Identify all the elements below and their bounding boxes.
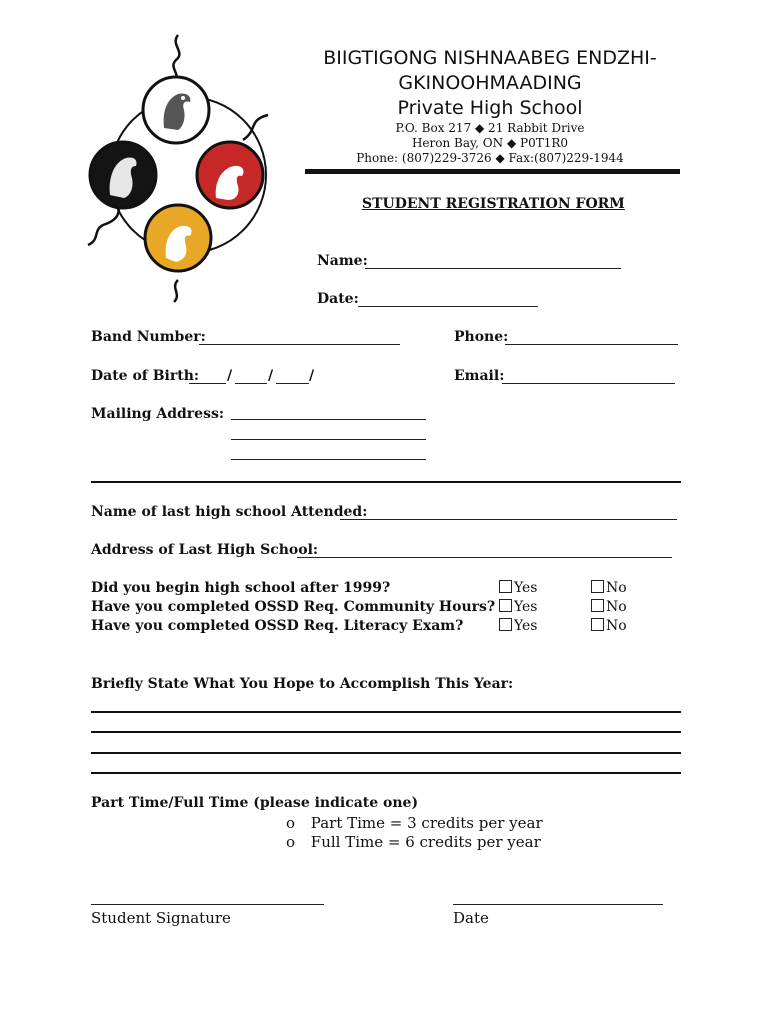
question-1-yes[interactable]: Yes xyxy=(499,580,538,596)
school-logo xyxy=(78,30,303,305)
checkbox-icon[interactable] xyxy=(591,618,604,631)
accomplish-label: Briefly State What You Hope to Accomplish This Year: xyxy=(91,676,514,692)
option-part-time-label: Part Time = 3 credits per year xyxy=(310,814,543,832)
email-field[interactable] xyxy=(502,383,675,384)
dob-day-field[interactable] xyxy=(189,383,226,384)
last-school-address-field[interactable] xyxy=(297,557,672,558)
dob-separator: / xyxy=(309,368,315,384)
signature-date-label: Date xyxy=(453,909,489,927)
dob-separator: / xyxy=(268,368,274,384)
date-field[interactable] xyxy=(358,306,538,307)
signature-label: Student Signature xyxy=(91,909,231,927)
signature-date-field[interactable] xyxy=(453,904,663,905)
mailing-address-line1[interactable] xyxy=(231,419,426,420)
option-part-time[interactable] xyxy=(286,814,543,832)
accomplish-line3[interactable] xyxy=(91,752,681,754)
question-2-no[interactable]: No xyxy=(591,599,627,615)
checkbox-icon[interactable] xyxy=(591,599,604,612)
section-divider xyxy=(91,481,681,483)
name-label: Name: xyxy=(317,253,368,269)
name-field[interactable] xyxy=(365,268,621,269)
dob-year-field[interactable] xyxy=(276,383,309,384)
option-full-time-label: Full Time = 6 credits per year xyxy=(310,833,541,851)
checkbox-icon[interactable] xyxy=(499,580,512,593)
phone-label: Phone: xyxy=(454,329,509,345)
question-3-yes[interactable]: Yes xyxy=(499,618,538,634)
question-2-yes[interactable]: Yes xyxy=(499,599,538,615)
question-1: Did you begin high school after 1999? xyxy=(91,580,391,596)
school-address xyxy=(300,121,680,166)
form-title: STUDENT REGISTRATION FORM xyxy=(362,196,625,212)
question-3: Have you completed OSSD Req. Literacy Exam? xyxy=(91,618,464,634)
phone-field[interactable] xyxy=(505,344,678,345)
address-line2: Heron Bay, ON ◆ P0T1R0 xyxy=(411,136,569,150)
mailing-address-line2[interactable] xyxy=(231,439,426,440)
dob-month-field[interactable] xyxy=(235,383,267,384)
accomplish-line2[interactable] xyxy=(91,731,681,733)
school-name xyxy=(300,46,680,121)
accomplish-line4[interactable] xyxy=(91,772,681,774)
checkbox-icon[interactable] xyxy=(499,618,512,631)
question-2: Have you completed OSSD Req. Community Hours? xyxy=(91,599,496,615)
address-line3: Phone: (807)229-3726 ◆ Fax:(807)229-1944 xyxy=(356,151,624,165)
dob-label: Date of Birth: xyxy=(91,368,200,384)
school-name-line1: BIIGTIGONG NISHNAABEG ENDZHI- xyxy=(323,47,657,69)
mailing-address-label: Mailing Address: xyxy=(91,406,225,422)
school-name-line2: GKINOOHMAADING xyxy=(398,72,582,94)
header-divider xyxy=(305,169,680,174)
option-full-time[interactable] xyxy=(286,833,541,851)
band-number-field[interactable] xyxy=(199,344,400,345)
last-school-address-label: Address of Last High School: xyxy=(91,542,319,558)
checkbox-icon[interactable] xyxy=(499,599,512,612)
dob-separator: / xyxy=(227,368,233,384)
logo-vine-top xyxy=(173,35,179,82)
time-label: Part Time/Full Time (please indicate one) xyxy=(91,795,419,811)
accomplish-line1[interactable] xyxy=(91,711,681,713)
email-label: Email: xyxy=(454,368,505,384)
last-school-label: Name of last high school Attended: xyxy=(91,504,368,520)
question-1-no[interactable]: No xyxy=(591,580,627,596)
radio-icon[interactable]: o xyxy=(286,833,296,851)
mailing-address-line3[interactable] xyxy=(231,459,426,460)
radio-icon[interactable]: o xyxy=(286,814,296,832)
last-school-field[interactable] xyxy=(340,519,677,520)
band-number-label: Band Number: xyxy=(91,329,206,345)
address-line1: P.O. Box 217 ◆ 21 Rabbit Drive xyxy=(395,121,585,135)
logo-vine-bottom xyxy=(174,280,178,302)
checkbox-icon[interactable] xyxy=(591,580,604,593)
signature-field[interactable] xyxy=(91,904,324,905)
school-name-line3: Private High School xyxy=(397,97,583,119)
question-3-no[interactable]: No xyxy=(591,618,627,634)
date-label: Date: xyxy=(317,291,359,307)
